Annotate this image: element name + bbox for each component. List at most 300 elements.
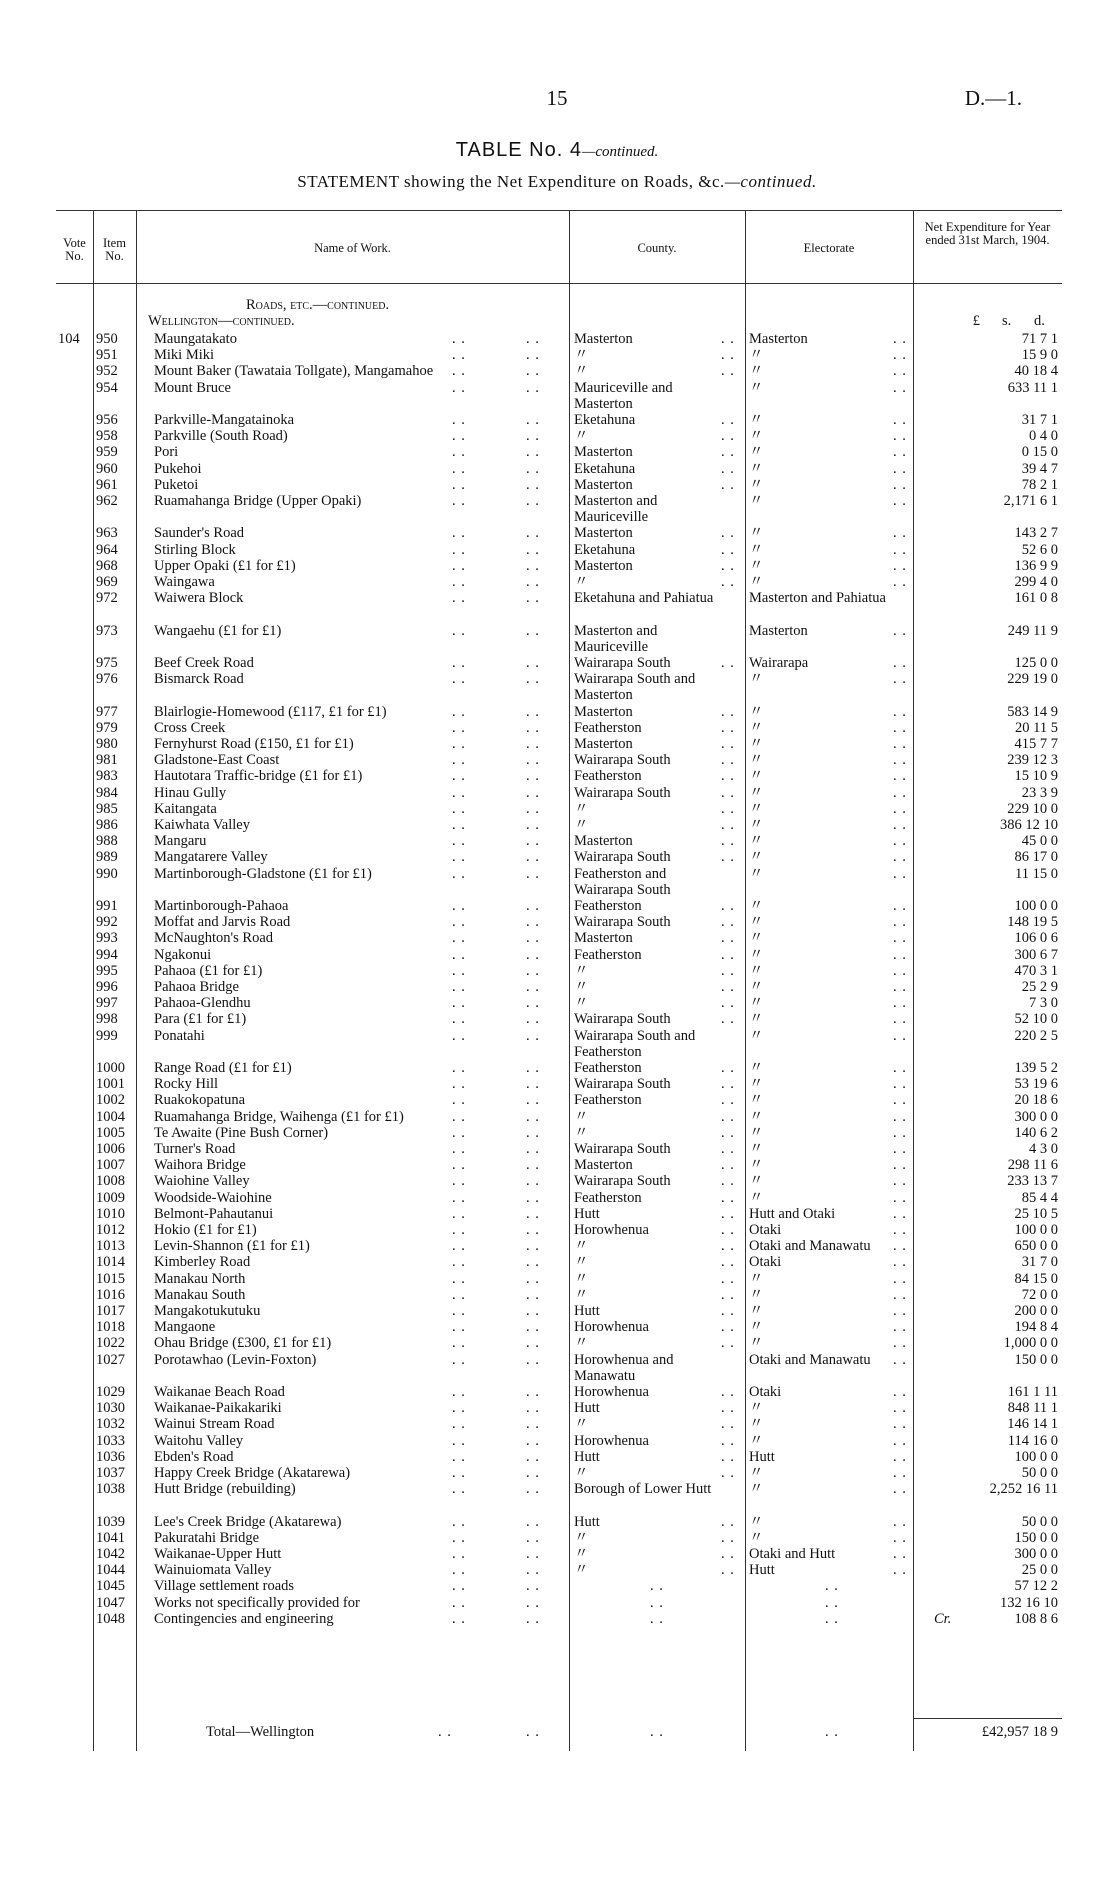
- work-name: Maungatakato: [154, 331, 237, 347]
- item-number: 1012: [96, 1222, 125, 1238]
- item-number: 1022: [96, 1335, 125, 1352]
- county-name: 〃: [574, 962, 589, 979]
- electorate-name: 〃: [749, 557, 764, 574]
- leader-dots: . .: [526, 1189, 540, 1206]
- net-expenditure-amount: 1,000 0 0: [1003, 1335, 1058, 1352]
- item-number: 1008: [96, 1173, 125, 1190]
- rule-item-name: [136, 211, 137, 1751]
- net-expenditure-amount: 84 15 0: [1014, 1270, 1058, 1287]
- county-name: Featherston: [574, 1092, 642, 1109]
- leader-dots: . .: [526, 1481, 540, 1498]
- net-expenditure-amount: 50 0 0: [1021, 1513, 1058, 1530]
- county-name: Wairarapa South: [574, 752, 671, 769]
- rule-vote-item: [93, 211, 94, 1751]
- leader-dots: . .: [452, 1481, 466, 1498]
- leader-dots: . .: [721, 412, 735, 428]
- work-name: Hautotara Traffic-bridge (£1 for £1): [154, 768, 363, 785]
- leader-dots: . .: [721, 1465, 735, 1481]
- item-number: 993: [96, 930, 118, 947]
- net-expenditure-amount: 20 11 5: [1015, 719, 1058, 736]
- leader-dots: . .: [452, 655, 466, 671]
- leader-dots: . .: [721, 460, 735, 477]
- electorate-name: 〃: [749, 719, 764, 736]
- electorate-name: Hutt: [749, 1448, 775, 1465]
- electorate-name: 〃: [749, 476, 764, 493]
- header-net-expenditure: Net Expenditure for Year ended 31st March, 1904.: [924, 220, 1051, 247]
- leader-dots: . .: [526, 914, 540, 931]
- leader-dots: . .: [452, 493, 466, 509]
- electorate-name: 〃: [749, 412, 764, 428]
- leader-dots: . .: [721, 833, 735, 850]
- leader-dots: . .: [526, 1546, 540, 1562]
- electorate-name: 〃: [749, 1303, 764, 1319]
- work-name: Manakau North: [154, 1270, 246, 1287]
- rule-electorate-net: [913, 211, 914, 1751]
- leader-dots: . .: [721, 946, 735, 963]
- electorate-name: 〃: [749, 1124, 764, 1141]
- net-expenditure-amount: 106 0 6: [1014, 930, 1058, 947]
- county-name: Wairarapa South: [574, 849, 671, 866]
- vote-number: 104: [58, 331, 80, 347]
- leader-dots: . .: [721, 1124, 735, 1141]
- net-expenditure-amount: 108 8 6: [1014, 1610, 1058, 1627]
- leader-dots: . .: [526, 476, 540, 493]
- leader-dots: . .: [452, 1222, 466, 1238]
- leader-dots: . .: [526, 1011, 540, 1028]
- leader-dots: . .: [893, 655, 907, 671]
- table-title: [0, 139, 1114, 162]
- county-name: 〃: [574, 1270, 589, 1287]
- county-name: Wairarapa South: [574, 1076, 671, 1093]
- item-number: 968: [96, 557, 118, 574]
- leader-dots: . .: [526, 493, 540, 509]
- currency-pence: d.: [1034, 313, 1045, 329]
- leader-dots: . .: [452, 1594, 466, 1611]
- leader-dots: . .: [452, 1060, 466, 1076]
- leader-dots: . .: [452, 768, 466, 785]
- leader-dots: . .: [526, 1205, 540, 1222]
- leader-dots: . .: [721, 476, 735, 493]
- work-name: Hokio (£1 for £1): [154, 1222, 257, 1238]
- electorate-name: 〃: [749, 703, 764, 720]
- leader-dots: . .: [893, 444, 907, 461]
- leader-dots: . .: [721, 331, 735, 347]
- work-name: Mangaone: [154, 1319, 216, 1336]
- leader-dots: . .: [452, 914, 466, 931]
- leader-dots: . .: [893, 833, 907, 850]
- leader-dots: . .: [825, 1578, 839, 1595]
- county-name: 〃: [574, 1108, 589, 1125]
- county-name: Featherston: [574, 1189, 642, 1206]
- leader-dots: . .: [526, 1270, 540, 1287]
- work-name: Para (£1 for £1): [154, 1011, 247, 1028]
- county-name: 〃: [574, 1546, 589, 1562]
- leader-dots: . .: [452, 898, 466, 914]
- electorate-name: 〃: [749, 1286, 764, 1303]
- item-number: 963: [96, 525, 118, 542]
- net-expenditure-amount: 386 12 10: [1000, 817, 1058, 833]
- item-number: 980: [96, 736, 118, 752]
- leader-dots: . .: [721, 363, 735, 380]
- work-name: Waingawa: [154, 574, 215, 590]
- electorate-name: 〃: [749, 1141, 764, 1157]
- net-expenditure-amount: 100 0 0: [1014, 898, 1058, 914]
- county-name: Wairarapa South: [574, 1011, 671, 1028]
- electorate-name: Masterton and Pahiatua: [749, 590, 886, 607]
- electorate-name: Masterton: [749, 622, 808, 639]
- work-name: Martinborough-Gladstone (£1 for £1): [154, 865, 372, 882]
- leader-dots: . .: [452, 962, 466, 979]
- county-name: Horowhenua and Manawatu: [574, 1351, 674, 1384]
- county-name: 〃: [574, 428, 589, 445]
- item-number: 999: [96, 1027, 118, 1044]
- net-expenditure-amount: 161 0 8: [1014, 590, 1058, 607]
- leader-dots: . .: [452, 1254, 466, 1271]
- county-name: Eketahuna: [574, 412, 636, 428]
- leader-dots: . .: [452, 1108, 466, 1125]
- item-number: 1037: [96, 1465, 125, 1481]
- work-name: Waiohine Valley: [154, 1173, 250, 1190]
- leader-dots: . .: [893, 1546, 907, 1562]
- leader-dots: . .: [893, 1108, 907, 1125]
- leader-dots: . .: [893, 914, 907, 931]
- net-expenditure-amount: 140 6 2: [1014, 1124, 1058, 1141]
- work-name: Kaitangata: [154, 800, 217, 817]
- document-reference: D.—1.: [964, 86, 1022, 110]
- leader-dots: . .: [526, 541, 540, 558]
- work-name: Beef Creek Road: [154, 655, 254, 671]
- county-name: Featherston: [574, 768, 642, 785]
- county-name: Masterton: [574, 331, 633, 347]
- leader-dots: . .: [452, 995, 466, 1012]
- leader-dots: . .: [452, 1011, 466, 1028]
- leader-dots: . .: [526, 1384, 540, 1400]
- county-name: Masterton and Mauriceville: [574, 493, 658, 525]
- leader-dots: . .: [721, 1335, 735, 1352]
- net-expenditure-amount: 39 4 7: [1021, 460, 1058, 477]
- work-name: Gladstone-East Coast: [154, 752, 280, 769]
- leader-dots: . .: [452, 865, 466, 882]
- net-expenditure-amount: 848 11 1: [1007, 1400, 1058, 1417]
- leader-dots: . .: [526, 428, 540, 445]
- leader-dots: . .: [893, 719, 907, 736]
- work-name: Mount Baker (Tawataia Tollgate), Mangamahoe: [154, 363, 434, 380]
- item-number: 1004: [96, 1108, 125, 1125]
- county-name: 〃: [574, 1335, 589, 1352]
- leader-dots: . .: [893, 1092, 907, 1109]
- item-number: 1047: [96, 1594, 125, 1611]
- leader-dots: . .: [452, 1189, 466, 1206]
- item-number: 1014: [96, 1254, 125, 1271]
- leader-dots: . .: [526, 1724, 540, 1740]
- net-expenditure-amount: 57 12 2: [1014, 1578, 1058, 1595]
- item-number: 959: [96, 444, 118, 461]
- leader-dots: . .: [893, 1319, 907, 1336]
- net-expenditure-amount: 15 10 9: [1014, 768, 1058, 785]
- leader-dots: . .: [526, 784, 540, 801]
- item-number: 989: [96, 849, 118, 866]
- leader-dots: . .: [893, 1465, 907, 1481]
- net-expenditure-amount: 25 0 0: [1021, 1562, 1058, 1579]
- electorate-name: 〃: [749, 574, 764, 590]
- leader-dots: . .: [452, 525, 466, 542]
- net-expenditure-amount: 415 7 7: [1014, 736, 1058, 752]
- county-name: Wairarapa South: [574, 655, 671, 671]
- leader-dots: . .: [526, 1351, 540, 1368]
- net-expenditure-amount: 52 10 0: [1014, 1011, 1058, 1028]
- work-name: Manakau South: [154, 1286, 246, 1303]
- item-number: 984: [96, 784, 118, 801]
- county-name: Wairarapa South: [574, 784, 671, 801]
- leader-dots: . .: [526, 1238, 540, 1255]
- work-name: Pukehoi: [154, 460, 202, 477]
- item-number: 981: [96, 752, 118, 769]
- net-expenditure-amount: 86 17 0: [1014, 849, 1058, 866]
- leader-dots: . .: [893, 752, 907, 769]
- net-expenditure-amount: 2,252 16 11: [989, 1481, 1058, 1498]
- county-name: 〃: [574, 1124, 589, 1141]
- leader-dots: . .: [721, 736, 735, 752]
- net-expenditure-amount: 150 0 0: [1014, 1529, 1058, 1546]
- work-name: Kimberley Road: [154, 1254, 251, 1271]
- leader-dots: . .: [893, 784, 907, 801]
- electorate-name: 〃: [749, 1189, 764, 1206]
- county-name: Featherston: [574, 719, 642, 736]
- leader-dots: . .: [721, 1238, 735, 1255]
- county-name: Mauriceville and Masterton: [574, 379, 673, 412]
- net-expenditure-amount: 7 3 0: [1029, 995, 1058, 1012]
- work-name: Stirling Block: [154, 541, 236, 558]
- leader-dots: . .: [452, 460, 466, 477]
- net-expenditure-amount: 72 0 0: [1021, 1286, 1058, 1303]
- county-name: Horowhenua: [574, 1319, 649, 1336]
- leader-dots: . .: [526, 1141, 540, 1157]
- item-number: 950: [96, 331, 118, 347]
- work-name: Mangaru: [154, 833, 207, 850]
- leader-dots: . .: [721, 1092, 735, 1109]
- leader-dots: . .: [893, 460, 907, 477]
- net-expenditure-amount: 11 15 0: [1015, 865, 1058, 882]
- item-number: 995: [96, 962, 118, 979]
- leader-dots: . .: [721, 1529, 735, 1546]
- leader-dots: . .: [452, 1076, 466, 1093]
- leader-dots: . .: [721, 1157, 735, 1174]
- leader-dots: . .: [893, 898, 907, 914]
- work-name: Rocky Hill: [154, 1076, 219, 1093]
- leader-dots: . .: [526, 460, 540, 477]
- header-item: Item No.: [103, 236, 126, 263]
- leader-dots: . .: [526, 752, 540, 769]
- leader-dots: . .: [721, 1319, 735, 1336]
- leader-dots: . .: [526, 898, 540, 914]
- leader-dots: . .: [893, 1448, 907, 1465]
- leader-dots: . .: [452, 979, 466, 995]
- rule-county-electorate: [745, 211, 746, 1751]
- net-expenditure-amount: 25 2 9: [1021, 979, 1058, 995]
- item-number: 1001: [96, 1076, 125, 1093]
- item-number: 997: [96, 995, 118, 1012]
- leader-dots: . .: [526, 1432, 540, 1449]
- leader-dots: . .: [526, 1173, 540, 1190]
- leader-dots: . .: [893, 1205, 907, 1222]
- net-expenditure-amount: 148 19 5: [1007, 914, 1058, 931]
- leader-dots: . .: [721, 1076, 735, 1093]
- work-name: Miki Miki: [154, 347, 215, 364]
- work-name: Lee's Creek Bridge (Akatarewa): [154, 1513, 342, 1530]
- work-name: Te Awaite (Pine Bush Corner): [154, 1124, 329, 1141]
- leader-dots: . .: [526, 1465, 540, 1481]
- leader-dots: . .: [721, 1303, 735, 1319]
- leader-dots: . .: [893, 1270, 907, 1287]
- leader-dots: . .: [526, 1108, 540, 1125]
- leader-dots: . .: [452, 1092, 466, 1109]
- county-name: 〃: [574, 1254, 589, 1271]
- leader-dots: . .: [893, 622, 907, 639]
- electorate-name: Otaki: [749, 1254, 782, 1271]
- electorate-name: 〃: [749, 995, 764, 1012]
- item-number: 1000: [96, 1060, 125, 1076]
- leader-dots: . .: [452, 849, 466, 866]
- leader-dots: . .: [893, 1238, 907, 1255]
- leader-dots: . .: [893, 1335, 907, 1352]
- leader-dots: . .: [452, 574, 466, 590]
- work-name: Bismarck Road: [154, 671, 244, 688]
- leader-dots: . .: [721, 574, 735, 590]
- leader-dots: . .: [526, 1157, 540, 1174]
- leader-dots: . .: [721, 1400, 735, 1417]
- item-number: 1015: [96, 1270, 125, 1287]
- leader-dots: . .: [452, 719, 466, 736]
- work-name: Ngakonui: [154, 946, 212, 963]
- net-expenditure-amount: 200 0 0: [1014, 1303, 1058, 1319]
- item-number: 954: [96, 379, 118, 396]
- net-expenditure-amount: 229 19 0: [1007, 671, 1058, 688]
- net-expenditure-amount: 2,171 6 1: [1003, 493, 1058, 509]
- net-expenditure-amount: 31 7 0: [1021, 1254, 1058, 1271]
- county-name: Wairarapa South: [574, 914, 671, 931]
- leader-dots: . .: [526, 363, 540, 380]
- leader-dots: . .: [452, 1027, 466, 1044]
- leader-dots: . .: [893, 363, 907, 380]
- electorate-name: 〃: [749, 379, 764, 396]
- work-name: Mangatarere Valley: [154, 849, 268, 866]
- leader-dots: . .: [893, 1141, 907, 1157]
- leader-dots: . .: [721, 703, 735, 720]
- work-name: Waikanae-Paikakariki: [154, 1400, 282, 1417]
- net-expenditure-amount: 150 0 0: [1014, 1351, 1058, 1368]
- leader-dots: . .: [893, 331, 907, 347]
- leader-dots: . .: [893, 800, 907, 817]
- item-number: 961: [96, 476, 118, 493]
- electorate-name: 〃: [749, 428, 764, 445]
- net-expenditure-amount: 229 10 0: [1007, 800, 1058, 817]
- leader-dots: . .: [452, 671, 466, 688]
- county-name: Featherston: [574, 1060, 642, 1076]
- county-name: 〃: [574, 1465, 589, 1481]
- leader-dots: . .: [452, 428, 466, 445]
- item-number: 1033: [96, 1432, 125, 1449]
- leader-dots: . .: [721, 962, 735, 979]
- leader-dots: . .: [526, 703, 540, 720]
- county-name: Hutt: [574, 1303, 600, 1319]
- leader-dots: . .: [893, 1157, 907, 1174]
- leader-dots: . .: [893, 849, 907, 866]
- header-name: Name of Work.: [314, 241, 391, 255]
- county-name: 〃: [574, 1286, 589, 1303]
- work-name: Contingencies and engineering: [154, 1610, 334, 1627]
- leader-dots: . .: [452, 800, 466, 817]
- leader-dots: . .: [721, 541, 735, 558]
- work-name: Ruamahanga Bridge (Upper Opaki): [154, 493, 362, 509]
- county-name: Masterton: [574, 703, 633, 720]
- net-expenditure-amount: 0 4 0: [1029, 428, 1058, 445]
- net-expenditure-amount: 23 3 9: [1021, 784, 1058, 801]
- leader-dots: . .: [721, 800, 735, 817]
- county-name: Featherston and Wairarapa South: [574, 865, 671, 898]
- item-number: 1030: [96, 1400, 125, 1417]
- leader-dots: . .: [893, 1189, 907, 1206]
- work-name: Wangaehu (£1 for £1): [154, 622, 282, 639]
- total-amount: £42,957 18 9: [981, 1724, 1058, 1740]
- electorate-name: 〃: [749, 1011, 764, 1028]
- county-name: 〃: [574, 1529, 589, 1546]
- leader-dots: . .: [452, 476, 466, 493]
- leader-dots: . .: [893, 979, 907, 995]
- leader-dots: . .: [893, 557, 907, 574]
- net-expenditure-amount: 53 19 6: [1014, 1076, 1058, 1093]
- leader-dots: . .: [452, 1513, 466, 1530]
- work-name: Pahaoa (£1 for £1): [154, 962, 263, 979]
- leader-dots: . .: [721, 752, 735, 769]
- total-rule: [913, 1718, 1062, 1719]
- header-county: County.: [637, 241, 677, 255]
- credit-prefix: Cr.: [934, 1610, 952, 1627]
- leader-dots: . .: [452, 590, 466, 607]
- item-number: 1032: [96, 1416, 125, 1433]
- work-name: Belmont-Pahautanui: [154, 1205, 274, 1222]
- item-number: 988: [96, 833, 118, 850]
- item-number: 960: [96, 460, 118, 477]
- work-name: Fernyhurst Road (£150, £1 for £1): [154, 736, 354, 752]
- county-name: Wairarapa South: [574, 1173, 671, 1190]
- leader-dots: . .: [526, 671, 540, 688]
- leader-dots: . .: [721, 655, 735, 671]
- statement-main: STATEMENT showing the Net Expenditure on Roads, &c.: [297, 172, 725, 191]
- electorate-name: Hutt and Otaki: [749, 1205, 836, 1222]
- item-number: 962: [96, 493, 118, 509]
- item-number: 990: [96, 865, 118, 882]
- electorate-name: 〃: [749, 768, 764, 785]
- electorate-name: 〃: [749, 898, 764, 914]
- leader-dots: . .: [893, 1124, 907, 1141]
- work-name: Blairlogie-Homewood (£117, £1 for £1): [154, 703, 387, 720]
- leader-dots: . .: [893, 930, 907, 947]
- leader-dots: . .: [893, 379, 907, 396]
- electorate-name: 〃: [749, 784, 764, 801]
- leader-dots: . .: [452, 1270, 466, 1287]
- leader-dots: . .: [526, 1027, 540, 1044]
- leader-dots: . .: [526, 590, 540, 607]
- electorate-name: 〃: [749, 865, 764, 882]
- leader-dots: . .: [526, 1594, 540, 1611]
- leader-dots: . .: [893, 493, 907, 509]
- county-name: Masterton: [574, 930, 633, 947]
- net-expenditure-amount: 31 7 1: [1021, 412, 1058, 428]
- net-expenditure-amount: 220 2 5: [1014, 1027, 1058, 1044]
- leader-dots: . .: [721, 914, 735, 931]
- leader-dots: . .: [526, 379, 540, 396]
- electorate-name: 〃: [749, 363, 764, 380]
